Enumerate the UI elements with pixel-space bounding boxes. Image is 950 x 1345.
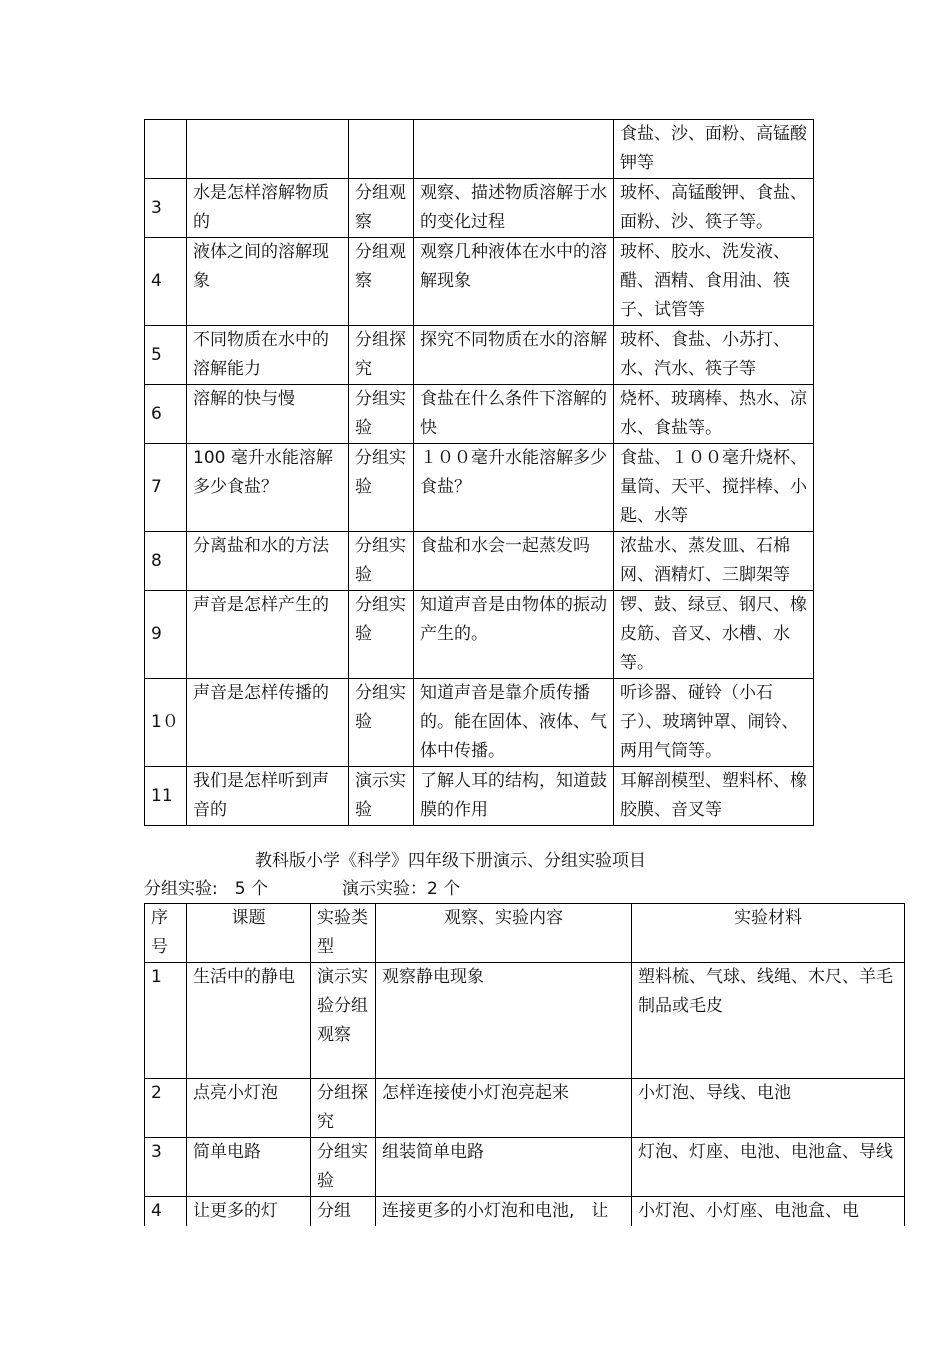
cell-type: 分组实验 (349, 444, 414, 532)
cell-materials: 玻杯、食盐、小苏打、水、汽水、筷子等 (614, 326, 814, 385)
cell-content: 观察几种液体在水中的溶解现象 (414, 238, 614, 326)
cell-no: 4 (145, 1197, 187, 1227)
table-row (145, 444, 814, 532)
header-seq: 序号 (145, 904, 187, 963)
cell-type: 演示实验 (349, 767, 414, 826)
experiment-table-continued (144, 119, 814, 826)
cell-content: 观察、描述物质溶解于水的变化过程 (414, 179, 614, 238)
table-row (145, 1138, 905, 1197)
cell-type: 分组观察 (349, 179, 414, 238)
cell-content: 知道声音是由物体的振动产生的。 (414, 591, 614, 679)
demo-experiment-count: 演示实验：2 个 (342, 879, 461, 899)
cell-type: 分组实验 (349, 679, 414, 767)
cell-type: 分组探究 (349, 326, 414, 385)
cell-topic: 声音是怎样产生的 (187, 591, 349, 679)
table-row (145, 591, 814, 679)
cell-topic: 简单电路 (187, 1138, 311, 1197)
cell-content: １００毫升水能溶解多少食盐？ (414, 444, 614, 532)
cell-type: 分组实验 (349, 385, 414, 444)
cell-content: 怎样连接使小灯泡亮起来 (376, 1079, 632, 1138)
table-row (145, 179, 814, 238)
cell-content: 观察静电现象 (376, 963, 632, 1079)
header-type: 实验类型 (311, 904, 376, 963)
table-row (145, 679, 814, 767)
cell-topic: 溶解的快与慢 (187, 385, 349, 444)
cell-no (145, 120, 187, 179)
cell-materials: 塑料梳、气球、线绳、木尺、羊毛制品或毛皮 (632, 963, 905, 1079)
cell-topic: 声音是怎样传播的 (187, 679, 349, 767)
cell-no: 9 (145, 591, 187, 679)
cell-no: 1 (145, 963, 187, 1079)
cell-no: 3 (145, 179, 187, 238)
cell-content: 了解人耳的结构，知道鼓膜的作用 (414, 767, 614, 826)
header-topic: 课题 (187, 904, 311, 963)
cell-materials: 小灯泡、小灯座、电池盒、电 (632, 1197, 905, 1227)
cell-content: 知道声音是靠介质传播的。能在固体、液体、气体中传播。 (414, 679, 614, 767)
cell-no: 7 (145, 444, 187, 532)
cell-no: 11 (145, 767, 187, 826)
cell-materials: 浓盐水、蒸发皿、石棉网、酒精灯、三脚架等 (614, 532, 814, 591)
header-content: 观察、实验内容 (376, 904, 632, 963)
cell-topic: 液体之间的溶解现象 (187, 238, 349, 326)
cell-type: 分组实验 (311, 1138, 376, 1197)
cell-type: 演示实验分组观察 (311, 963, 376, 1079)
cell-no: 2 (145, 1079, 187, 1138)
cell-topic: 让更多的灯 (187, 1197, 311, 1227)
header-materials: 实验材料 (632, 904, 905, 963)
cell-no: 1０ (145, 679, 187, 767)
table-row (145, 326, 814, 385)
cell-materials: 食盐、沙、面粉、高锰酸钾等 (614, 120, 814, 179)
cell-materials: 听诊器、碰铃（小石子）、玻璃钟罩、闹铃、两用气筒等。 (614, 679, 814, 767)
cell-materials: 灯泡、灯座、电池、电池盒、导线 (632, 1138, 905, 1197)
cell-type: 分组实验 (349, 591, 414, 679)
cell-no: 8 (145, 532, 187, 591)
table-row (145, 963, 905, 1079)
cell-materials: 烧杯、玻璃棒、热水、凉水、食盐等。 (614, 385, 814, 444)
table-row (145, 120, 814, 179)
cell-no: 6 (145, 385, 187, 444)
cell-materials: 食盐、１００毫升烧杯、量筒、天平、搅拌棒、小匙、水等 (614, 444, 814, 532)
section-title: 教科版小学《科学》四年级下册演示、分组实验项目 (255, 851, 646, 871)
table-header-row (145, 904, 905, 963)
cell-materials: 玻杯、胶水、洗发液、醋、酒精、食用油、筷子、试管等 (614, 238, 814, 326)
cell-no: 4 (145, 238, 187, 326)
cell-type: 分组实验 (349, 532, 414, 591)
cell-content: 食盐在什么条件下溶解的快 (414, 385, 614, 444)
cell-content (414, 120, 614, 179)
cell-content: 探究不同物质在水的溶解 (414, 326, 614, 385)
experiment-table (144, 903, 905, 1226)
cell-type: 分组 (311, 1197, 376, 1227)
cell-no: 5 (145, 326, 187, 385)
cell-content: 组装简单电路 (376, 1138, 632, 1197)
cell-type (349, 120, 414, 179)
cell-no: 3 (145, 1138, 187, 1197)
table-row (145, 238, 814, 326)
cell-type: 分组观察 (349, 238, 414, 326)
cell-topic: 水是怎样溶解物质的 (187, 179, 349, 238)
group-experiment-count: 分组实验: 5 个 (144, 879, 268, 899)
table-row (145, 532, 814, 591)
table-row (145, 767, 814, 826)
cell-content: 食盐和水会一起蒸发吗 (414, 532, 614, 591)
table-row (145, 385, 814, 444)
table-row (145, 1079, 905, 1138)
cell-materials: 锣、鼓、绿豆、钢尺、橡皮筋、音叉、水槽、水等。 (614, 591, 814, 679)
cell-materials: 玻杯、高锰酸钾、食盐、面粉、沙、筷子等。 (614, 179, 814, 238)
cell-topic: 分离盐和水的方法 (187, 532, 349, 591)
cell-topic (187, 120, 349, 179)
cell-topic: 100 毫升水能溶解多少食盐？ (187, 444, 349, 532)
cell-topic: 我们是怎样听到声音的 (187, 767, 349, 826)
cell-topic: 点亮小灯泡 (187, 1079, 311, 1138)
cell-materials: 耳解剖模型、塑料杯、橡胶膜、音叉等 (614, 767, 814, 826)
table-row (145, 1197, 905, 1227)
cell-topic: 不同物质在水中的溶解能力 (187, 326, 349, 385)
cell-type: 分组探究 (311, 1079, 376, 1138)
cell-materials: 小灯泡、导线、电池 (632, 1079, 905, 1138)
cell-content: 连接更多的小灯泡和电池, 让 (376, 1197, 632, 1227)
cell-topic: 生活中的静电 (187, 963, 311, 1079)
